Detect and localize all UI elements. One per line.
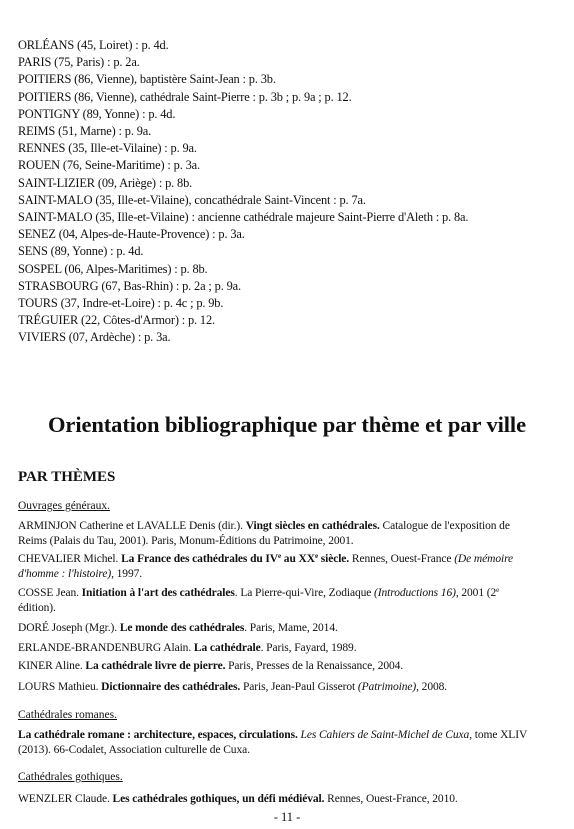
ref-text: ARMINJON Catherine et LAVALLE Denis (dir.). (18, 520, 246, 532)
page-number: - 11 - (273, 810, 301, 824)
ref-title: La cathédrale romane : architecture, espaces, circulations. (18, 729, 298, 741)
index-entry: TRÉGUIER (22, Côtes-d'Armor) : p. 12. (18, 313, 215, 328)
subsection-gothiques: Cathédrales gothiques. (18, 771, 123, 783)
ref-text: DORÉ Joseph (Mgr.). (18, 622, 120, 634)
ref-title: Vingt siècles en cathédrales. (245, 520, 380, 532)
ref-journal: Les Cahiers de Saint-Michel de Cuxa (300, 729, 470, 741)
page-heading: Orientation bibliographique par thème et par ville (48, 412, 526, 437)
ref-series: (De mémoire d'homme : l'histoire) (18, 553, 514, 580)
index-entry: ORLÉANS (45, Loiret) : p. 4d. (18, 38, 169, 52)
ref-text: . Paris, Mame, 2014. (244, 622, 338, 634)
ref-text: . La Pierre-qui-Vire, Zodiaque (234, 587, 375, 599)
ref-text: , 2001 (2 (455, 587, 497, 599)
ref-title: Le monde des cathédrales (119, 622, 245, 634)
ref-title: Les cathédrales gothiques, un défi médiéval. (112, 793, 325, 805)
ref-text: édition). (18, 602, 56, 614)
index-entry: PONTIGNY (89, Yonne) : p. 4d. (18, 106, 176, 121)
ref-text: . Paris, Fayard, 1989. (260, 642, 357, 654)
ref-text: Paris, Jean-Paul Gisserot (240, 681, 358, 693)
index-entry: TOURS (37, Indre-et-Loire) : p. 4c ; p. 9b. (18, 296, 224, 311)
subsection-romanes: Cathédrales romanes. (18, 709, 117, 721)
reference-cosse (18, 586, 538, 616)
index-entry: SOSPEL (06, Alpes-Maritimes) : p. 8b. (18, 261, 208, 276)
ref-series: (Patrimoine) (357, 681, 417, 693)
section-title: PAR THÈMES (18, 469, 116, 485)
reference-cathedrale-romane (18, 728, 538, 758)
ref-text: LOURS Mathieu. (18, 681, 102, 693)
ref-title: Initiation à l'art des cathédrales (81, 587, 235, 599)
ref-title: Dictionnaire des cathédrales. (101, 681, 241, 693)
reference-dore (18, 621, 538, 636)
reference-lours (18, 680, 538, 695)
index-entry: ROUEN (76, Seine-Maritime) : p. 3a. (18, 158, 200, 173)
ref-text: CHEVALIER Michel. (18, 553, 122, 565)
ref-text: , 2008. (416, 681, 448, 693)
ref-text: KINER Aline. (18, 660, 86, 672)
index-entry: SAINT-LIZIER (09, Ariège) : p. 8b. (18, 175, 193, 190)
reference-arminjon (18, 519, 538, 549)
ref-text: COSSE Jean. (18, 587, 82, 599)
place-index-list (18, 37, 563, 347)
index-entry: SAINT-MALO (35, Ille-et-Vilaine), concathédrale Saint-Vincent : p. 7a. (18, 192, 366, 207)
reference-chevalier (18, 552, 538, 582)
ref-text: Rennes, Ouest-France, 2010. (324, 793, 458, 805)
reference-erlande-brandenburg (18, 641, 538, 656)
ref-superscript: e (496, 586, 500, 594)
ref-title: La cathédrale livre de pierre. (85, 660, 226, 672)
ref-text: WENZLER Claude. (18, 793, 113, 805)
ref-text: Paris, Presses de la Renaissance, 2004. (225, 660, 404, 672)
index-entry: VIVIERS (07, Ardèche) : p. 3a. (18, 330, 171, 345)
index-entry: PARIS (75, Paris) : p. 2a. (18, 55, 140, 70)
index-entry: SAINT-MALO (35, Ille-et-Vilaine) : ancienne cathédrale majeure Saint-Pierre d'Aleth : p. 8a. (18, 210, 469, 225)
ref-title: La cathédrale (193, 642, 261, 654)
ref-title: La France des cathédrales du IVe au XXe siècle. (121, 552, 350, 565)
ref-text: , tome XLIV (2013). 66-Codalet, Association culturelle de Cuxa. (18, 729, 527, 756)
ref-text: Rennes, Ouest-France (349, 553, 455, 565)
ref-text: , 1997. (111, 568, 143, 580)
index-entry: SENEZ (04, Alpes-de-Haute-Provence) : p. 3a. (18, 227, 245, 242)
index-entry: REIMS (51, Marne) : p. 9a. (18, 124, 152, 139)
subsection-general: Ouvrages généraux. (18, 500, 110, 512)
reference-kiner (18, 659, 538, 674)
index-entry: POITIERS (86, Vienne), cathédrale Saint-Pierre : p. 3b ; p. 9a ; p. 12. (18, 89, 352, 104)
index-entry: STRASBOURG (67, Bas-Rhin) : p. 2a ; p. 9a. (18, 278, 241, 293)
index-entry: SENS (89, Yonne) : p. 4d. (18, 244, 144, 259)
ref-series: (Introductions 16) (374, 587, 456, 599)
index-entry: RENNES (35, Ille-et-Vilaine) : p. 9a. (18, 141, 197, 156)
ref-text: ERLANDE-BRANDENBURG Alain. (18, 642, 194, 654)
ref-text: Catalogue de l'exposition de Reims (Palais du Tau, 2001). Paris, Monum-Éditions du Patrimoine, 2001. (18, 520, 510, 547)
index-entry: POITIERS (86, Vienne), baptistère Saint-Jean : p. 3b. (18, 72, 276, 87)
reference-wenzler (18, 792, 538, 807)
